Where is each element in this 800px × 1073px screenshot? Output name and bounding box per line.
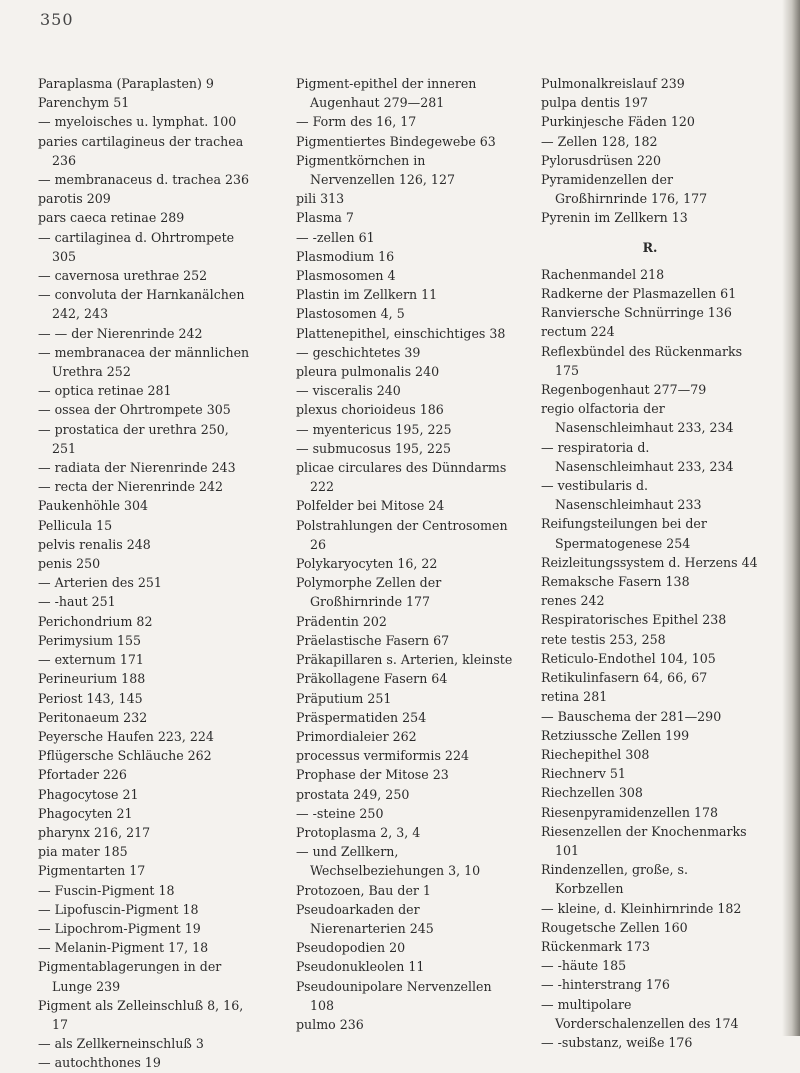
index-entry: — -haut 251 — [38, 594, 116, 610]
index-entry: Pigmentkörnchen in Nervenzellen 126, 127 — [296, 152, 455, 188]
index-entry: Perineurium 188 — [38, 671, 146, 687]
index-entry: Prädentin 202 — [296, 613, 387, 629]
index-entry: — cavernosa urethrae 252 — [38, 268, 208, 284]
index-entry: — Lipofuscin-Pigment 18 — [38, 901, 199, 917]
index-entry: — geschichtetes 39 — [296, 344, 421, 360]
index-entry: Pflügersche Schläuche 262 — [38, 748, 212, 764]
index-entry: — visceralis 240 — [296, 383, 401, 399]
index-entry: Polykaryocyten 16, 22 — [296, 556, 438, 572]
index-column-2 — [296, 74, 514, 1034]
index-entry: Rindenzellen, große, s. Korbzellen — [541, 862, 688, 897]
index-entry: Regenbogenhaut 277—79 — [541, 382, 707, 398]
section-heading: R. — [642, 239, 658, 255]
index-entry: Pulmonalkreislauf 239 — [541, 76, 685, 91]
index-entry: — Bauschema der 281—290 — [541, 708, 722, 724]
index-entry: — -steine 250 — [296, 805, 384, 821]
index-entry: Pseudopodien 20 — [296, 940, 406, 956]
index-entry: — -häute 185 — [541, 958, 627, 974]
index-entry: Pigment als Zelleinschluß 8, 16, 17 — [38, 997, 244, 1032]
index-entry: — Fuscin-Pigment 18 — [38, 882, 175, 898]
index-entry: renes 242 — [541, 593, 605, 609]
index-entry: plexus chorioideus 186 — [296, 402, 444, 418]
index-entry: — myeloisches u. lymphat. 100 — [38, 114, 237, 130]
index-entry: Polymorphe Zellen der Großhirnrinde 177 — [296, 575, 442, 610]
index-entry: Rachenmandel 218 — [541, 266, 665, 282]
index-entry: Riechzellen 308 — [541, 785, 643, 801]
index-entry: pia mater 185 — [38, 844, 128, 860]
index-entry: pili 313 — [296, 191, 345, 207]
index-entry: Pseudoarkaden der Nierenarterien 245 — [296, 901, 434, 936]
index-entry: Purkinjesche Fäden 120 — [541, 114, 695, 130]
index-entry: Riesenpyramidenzellen 178 — [541, 804, 719, 820]
index-entry: — respiratoria d. Nasenschleimhaut 233, 234 — [541, 439, 734, 474]
index-entry: Präspermatiden 254 — [296, 709, 427, 725]
index-entry: Remaksche Fasern 138 — [541, 574, 690, 590]
index-entry: — prostatica der urethra 250, 251 — [38, 421, 229, 456]
index-entry: Retziussche Zellen 199 — [541, 727, 690, 743]
index-entry: — -hinterstrang 176 — [541, 977, 670, 993]
index-entry: — membranaceus d. trachea 236 — [38, 172, 250, 188]
index-entry: Periost 143, 145 — [38, 690, 143, 706]
index-entry: Peyersche Haufen 223, 224 — [38, 728, 214, 744]
index-entry: — optica retinae 281 — [38, 383, 172, 399]
index-entry: Pellicula 15 — [38, 517, 113, 533]
index-column-1 — [38, 74, 256, 1073]
index-entry: Pyramidenzellen der Großhirnrinde 176, 177 — [541, 172, 708, 207]
index-entry: Plasmodium 16 — [296, 248, 395, 264]
index-entry: Perichondrium 82 — [38, 613, 153, 629]
index-entry: Perimysium 155 — [38, 632, 142, 648]
index-entry: Rückenmark 173 — [541, 938, 650, 954]
index-entry: Reflexbündel des Rückenmarks 175 — [541, 343, 743, 378]
index-entry: — submucosus 195, 225 — [296, 440, 452, 456]
index-entry: — -zellen 61 — [296, 229, 375, 245]
index-entry: rectum 224 — [541, 324, 615, 340]
index-entry: pharynx 216, 217 — [38, 824, 151, 840]
index-entry: — vestibularis d. Nasenschleimhaut 233 — [541, 478, 702, 513]
index-entry: Riechepithel 308 — [541, 746, 650, 762]
index-entry: pelvis renalis 248 — [38, 536, 151, 552]
index-column-3 — [541, 74, 759, 1052]
index-entry: Radkerne der Plasmazellen 61 — [541, 286, 737, 302]
index-entry: Präkapillaren s. Arterien, kleinste — [296, 652, 513, 668]
index-entry: — Zellen 128, 182 — [541, 133, 658, 149]
index-entry: Phagocyten 21 — [38, 805, 133, 821]
index-entry: — Lipochrom-Pigment 19 — [38, 920, 201, 936]
index-entry: Plastosomen 4, 5 — [296, 306, 405, 322]
index-entry: Reifungsteilungen bei der Spermatogenese 254 — [541, 516, 707, 551]
index-entry: Parenchym 51 — [38, 95, 130, 111]
index-entry: Phagocytose 21 — [38, 786, 139, 802]
index-entry: Pfortader 226 — [38, 767, 127, 783]
index-entry: — kleine, d. Kleinhirnrinde 182 — [541, 900, 742, 916]
index-entry: retina 281 — [541, 689, 608, 705]
index-entry: pulpa dentis 197 — [541, 95, 648, 111]
page-number: 350 — [40, 10, 74, 29]
index-entry: Pseudounipolare Nervenzellen 108 — [296, 978, 492, 1013]
index-entry: Polfelder bei Mitose 24 — [296, 498, 445, 514]
index-entry: Ranviersche Schnürringe 136 — [541, 305, 732, 321]
index-entry: — cartilaginea d. Ohrtrompete 305 — [38, 229, 235, 264]
index-entry: Rougetsche Zellen 160 — [541, 919, 688, 935]
index-entry: parotis 209 — [38, 191, 111, 207]
index-entry: Pigment-epithel der inneren Augenhaut 279—281 — [296, 76, 477, 111]
index-entry: — ossea der Ohrtrompete 305 — [38, 402, 231, 418]
index-entry: Pylorusdrüsen 220 — [541, 152, 662, 168]
index-entry: — myentericus 195, 225 — [296, 421, 452, 437]
index-entry: Paukenhöhle 304 — [38, 498, 149, 514]
index-entry: — membranacea der männlichen Urethra 252 — [38, 344, 250, 380]
index-entry: Pigmentiertes Bindegewebe 63 — [296, 133, 496, 149]
index-entry: — radiata der Nierenrinde 243 — [38, 460, 236, 476]
page-edge-shadow — [782, 0, 800, 1036]
index-entry: — -substanz, weiße 176 — [541, 1034, 693, 1050]
index-entry: Pigmentablagerungen in der Lunge 239 — [38, 959, 222, 994]
index-entry: regio olfactoria der Nasenschleimhaut 233, 234 — [541, 401, 734, 436]
index-entry: Plattenepithel, einschichtiges 38 — [296, 325, 506, 341]
index-entry: prostata 249, 250 — [296, 786, 410, 802]
index-entry: rete testis 253, 258 — [541, 631, 666, 647]
index-entry: Riesenzellen der Knochenmarks 101 — [541, 823, 747, 858]
index-entry: — Melanin-Pigment 17, 18 — [38, 940, 209, 956]
index-entry: Plasma 7 — [296, 210, 354, 226]
index-entry: penis 250 — [38, 556, 101, 572]
index-entry: Prophase der Mitose 23 — [296, 767, 449, 783]
index-entry: Präelastische Fasern 67 — [296, 632, 450, 648]
index-entry: processus vermiformis 224 — [296, 748, 469, 764]
index-entry: Riechnerv 51 — [541, 766, 626, 782]
index-entry: — multipolare Vorderschalenzellen des 174 — [541, 996, 739, 1031]
index-entry: — Form des 16, 17 — [296, 114, 417, 130]
index-entry: — recta der Nierenrinde 242 — [38, 479, 224, 495]
index-entry: Protoplasma 2, 3, 4 — [296, 824, 421, 840]
index-entry: Präputium 251 — [296, 690, 392, 706]
index-entry: paries cartilagineus der trachea 236 — [38, 133, 244, 168]
index-entry: — autochthones 19 — [38, 1055, 161, 1071]
index-entry: — als Zellkerneinschluß 3 — [38, 1036, 204, 1052]
index-entry: Primordialeier 262 — [296, 728, 417, 744]
index-entry: Pseudonukleolen 11 — [296, 959, 425, 975]
index-entry: pulmo 236 — [296, 1016, 364, 1032]
index-entry: Respiratorisches Epithel 238 — [541, 612, 727, 628]
index-entry: pars caeca retinae 289 — [38, 210, 185, 226]
index-entry: — Arterien des 251 — [38, 575, 162, 591]
index-entry: pleura pulmonalis 240 — [296, 364, 440, 380]
index-entry: Reticulo-Endothel 104, 105 — [541, 650, 716, 666]
index-entry: Paraplasma (Paraplasten) 9 — [38, 76, 214, 91]
index-entry: Peritonaeum 232 — [38, 709, 148, 725]
index-entry: — und Zellkern, Wechselbeziehungen 3, 10 — [296, 844, 481, 879]
index-entry: — externum 171 — [38, 652, 144, 668]
index-entry: Reizleitungssystem d. Herzens 44 — [541, 554, 758, 570]
index-entry: Präkollagene Fasern 64 — [296, 671, 448, 687]
index-entry: Plastin im Zellkern 11 — [296, 287, 438, 303]
index-entry: — convoluta der Harnkanälchen 242, 243 — [38, 287, 245, 322]
index-entry: plicae circulares des Dünndarms 222 — [296, 460, 507, 495]
index-entry: Pyrenin im Zellkern 13 — [541, 210, 688, 226]
index-entry: — — der Nierenrinde 242 — [38, 325, 203, 341]
index-entry: Polstrahlungen der Centrosomen 26 — [296, 517, 508, 552]
index-entry: Protozoen, Bau der 1 — [296, 882, 431, 898]
index-entry: Plasmosomen 4 — [296, 268, 396, 284]
index-entry: Retikulinfasern 64, 66, 67 — [541, 670, 708, 686]
index-entry: Pigmentarten 17 — [38, 863, 146, 879]
